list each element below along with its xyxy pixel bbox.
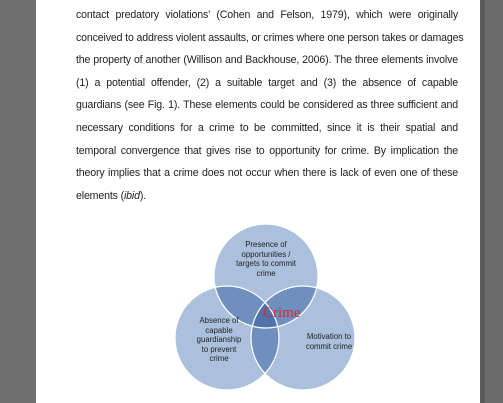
guardianship-label-line: Absence of [199,316,239,325]
opportunity-label-line: crime [256,268,276,278]
paragraph-line: (1) a potential offender, (2) a suitable target and (3) the absence of capable [76,76,458,89]
paragraph-line: conceived to address violent assaults, or crimes where one person takes or damages [76,31,464,44]
opportunity-label-line: Presence of [245,240,287,249]
last-line-prefix: elements ( [76,189,124,202]
body-paragraph [76,4,464,207]
crime-center-label: Crime [263,305,301,321]
paragraph-line: contact predatory violations’ (Cohen and Felson, 1979), which were originally [76,9,458,21]
guardianship-label-line: guardianship [196,335,242,345]
document-page [36,0,480,403]
crime-triangle-venn-diagram [166,218,366,403]
guardianship-label [194,316,244,364]
last-line-suffix: ). [139,189,147,202]
paragraph-line: necessary conditions for a crime to be committed, since it is their spatial and [76,121,458,134]
opportunity-label-line: targets to commit [236,259,296,269]
guardianship-label-line: crime [209,354,229,364]
guardianship-label-line: to prevent [201,344,237,354]
motivation-label-line: Motivation to [306,332,352,341]
guardianship-label-line: capable [205,325,233,335]
paragraph-line: guardians (see Fig. 1). These elements could be considered as three sufficient and [76,99,458,112]
viewer-right-margin [485,0,503,403]
opportunity-label [236,240,296,278]
paragraph-line: the property of another (Willison and Backhouse, 2006). The three elements involve [76,54,458,67]
paragraph-last-line [76,185,458,208]
opportunity-label-line: opportunities / [241,249,291,259]
ibid-citation: ibid [123,189,140,202]
paragraph-line: theory implies that a crime does not occur when there is lack of even one of these [76,167,458,180]
paragraph-line: temporal convergence that gives rise to opportunity for crime. By implication the [76,144,458,157]
motivation-label [294,332,364,351]
motivation-label-line: commit crime [305,341,353,351]
